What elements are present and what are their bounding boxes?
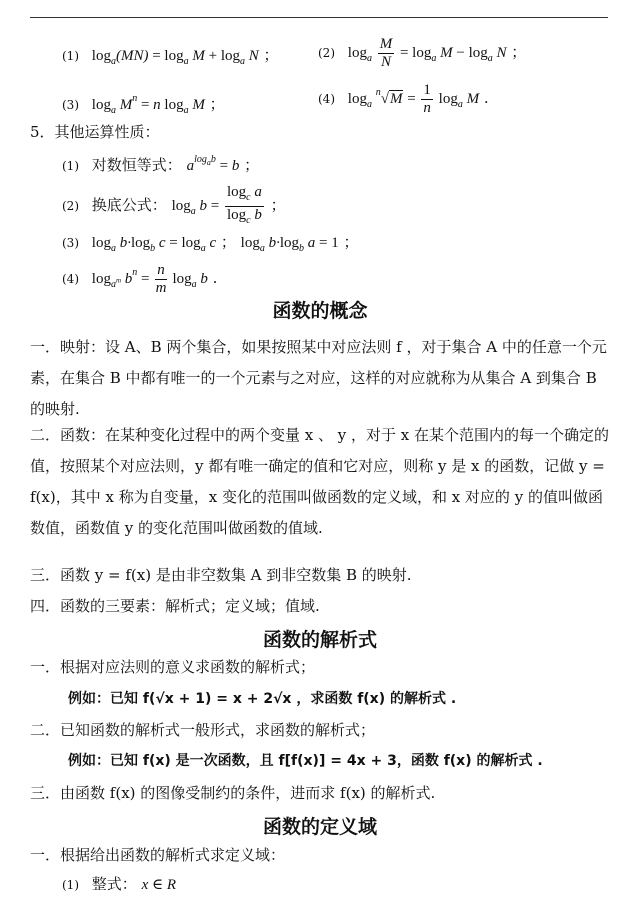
analytic-p2: 二．已知函数的解析式一般形式，求函数的解析式； bbox=[30, 721, 376, 739]
analytic-example-2: 例如：已知 f(x) 是一次函数，且 f[f(x)] = 4x + 3，函数 f(x) 的解析式 . bbox=[68, 753, 543, 769]
domain-p1: 一．根据给出函数的解析式求定义域： bbox=[30, 846, 286, 864]
change-base-item: (2) 换底公式： $\log_a b$ = $\frac{\log_c a}{\log_c b}$ ； bbox=[62, 184, 286, 226]
analytic-heading: 函数的解析式 bbox=[262, 629, 377, 651]
concept-p1: 一．映射：设 A、B 两个集合，如果按照某中对应法则 f ，对于集合 A 中的任意一个元素，在集合 B 中都有唯一的一个元素与之对应，这样的对应就称为从集合 A 到集合 B 的映射. bbox=[30, 338, 607, 418]
concept-p4: 四．函数的三要素：解析式；定义域；值域. bbox=[30, 597, 320, 615]
analytic-p1: 一．根据对应法则的意义求函数的解析式； bbox=[30, 658, 316, 676]
domain-item-1: (1) 整式： x ∈ R bbox=[62, 875, 177, 893]
log-prop-2: (2) $\log_a$ $\frac{M}{N}$ = $\log_a M - \log_a N$ ； bbox=[318, 36, 527, 70]
chain-item: (3) $\log_a b\cdot\log_b$ $c = \log_a c$ ； $\log_a b\cdot\log_b$ a = 1 ； bbox=[62, 233, 359, 254]
analytic-p3: 三．由函数 f(x) 的图像受制约的条件，进而求 f(x) 的解析式. bbox=[30, 784, 436, 802]
concept-heading: 函数的概念 bbox=[272, 300, 368, 322]
concept-p2: 二．函数：在某种变化过程中的两个变量 x 、 y ，对于 x 在某个范围内的每一个确定的值，按照某个对应法则，y 都有唯一确定的值和它对应，则称 y 是 x 的函数，记做 y = f(x)，其中 x 称为自变量，x 变化的范围叫做函数的定义域，和 x 对应的 y 的值叫做函数值，函数值 y 的变化范围叫做函数的值域. bbox=[30, 426, 610, 537]
log-prop-4: (4) $\log_a ^n√M$ = $\frac{1}{n}$ $\log_a M$ . bbox=[318, 82, 489, 116]
log-prop-3: (3) $\log_a M^n = n$ $\log_a M$ ； bbox=[62, 93, 225, 116]
concept-p3: 三．函数 y = f(x) 是由非空数集 A 到非空数集 B 的映射. bbox=[30, 566, 412, 584]
domain-heading: 函数的定义域 bbox=[262, 816, 377, 838]
identity-item: (1) 对数恒等式： $a^{log_ab} = b$ ； bbox=[62, 154, 260, 174]
log-prop-1: (1) $\log_a(MN) = \log_a M + \log_a N$ ； bbox=[62, 46, 279, 67]
analytic-example-1: 例如：已知 f(√x + 1) = x + 2√x ，求函数 f(x) 的解析式 . bbox=[68, 691, 457, 707]
top-rule bbox=[30, 17, 608, 18]
other-props-title: 5．其他运算性质： bbox=[30, 123, 160, 141]
power-item: (4) $\log_{a^m} b^n$ = $\frac{n}{m}$ $\log_a b$ . bbox=[62, 262, 218, 296]
